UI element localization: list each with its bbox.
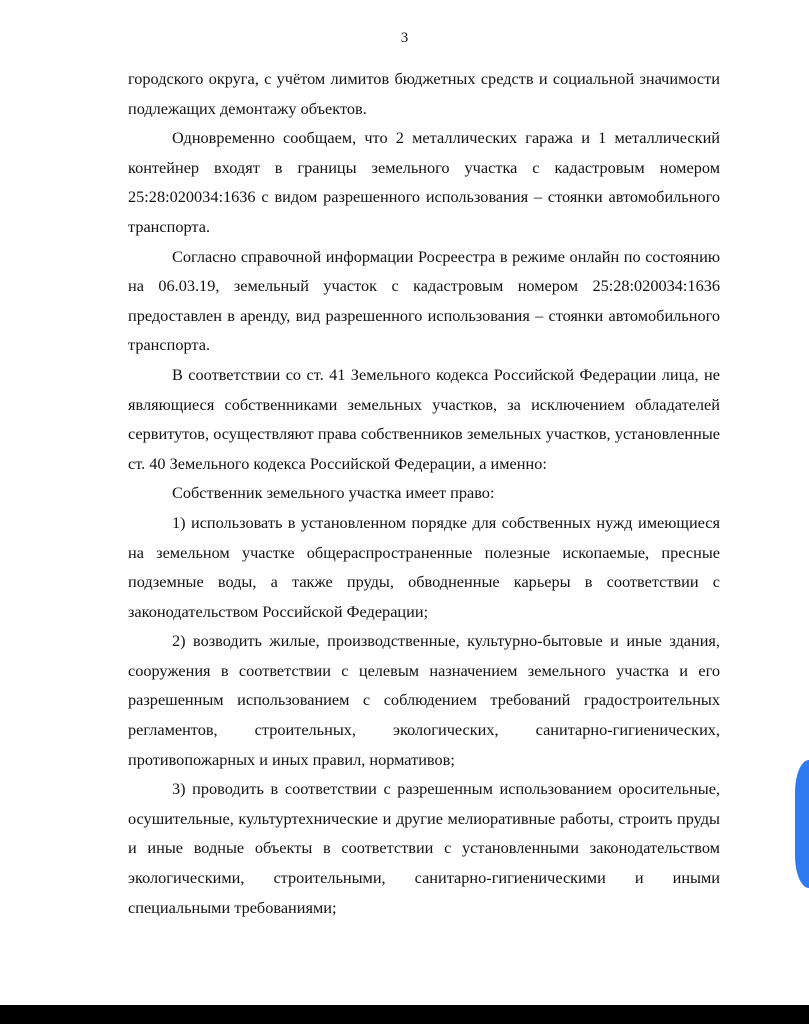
paragraph-2: Одновременно сообщаем, что 2 металлических гаража и 1 металлический контейнер входят в границы земельного участка с кадастровым номером 25:28:020034:1636 с видом разрешенного использования – стоянки автомобильного транспорта. xyxy=(128,128,720,236)
scroll-handle[interactable] xyxy=(795,760,809,888)
paragraph-1: городского округа, с учётом лимитов бюджетных средств и социальной значимости подлежащих демонтажу объектов. xyxy=(128,69,720,118)
paragraph-4: В соответствии со ст. 41 Земельного кодекса Российской Федерации лица, не являющиеся собственниками земельных участков, за исключением обладателей сервитутов, осуществляют права собственников земельных участков, установленные ст. 40 Земельного кодекса Российской Федерации, а именно: xyxy=(128,364,720,473)
document-body xyxy=(128,64,720,922)
paragraph-7: 2) возводить жилые, производственные, культурно-бытовые и иные здания, сооружения в соответствии с целевым назначением земельного участка и его разрешенным использованием с соблюдением требований градостроительных регламентов, строительных, экологических, санитарно-гигиенических, противопожарных и иных правил, нормативов; xyxy=(128,631,720,769)
paragraph-6: 1) использовать в установленном порядке для собственных нужд имеющиеся на земельном участке общераспространенные полезные ископаемые, пресные подземные воды, а также пруды, обводненные карьеры в соответствии с законодательством Российской Федерации; xyxy=(128,512,720,621)
paragraph-8: 3) проводить в соответствии с разрешенным использованием оросительные, осушительные, культуртехнические и другие мелиоративные работы, строить пруды и иные водные объекты в соответствии с установленными законодательством экологическими, строительными, санитарно-гигиеническими и иными специальными требованиями; xyxy=(128,779,720,917)
paragraph-3: Согласно справочной информации Росреестра в режиме онлайн по состоянию на 06.03.19, земельный участок с кадастровым номером 25:28:020034:1636 предоставлен в аренду, вид разрешенного использования – стоянки автомобильного транспорта. xyxy=(128,246,720,355)
page-number: 3 xyxy=(400,30,409,46)
bottom-bar xyxy=(0,1005,809,1024)
paragraph-5: Собственник земельного участка имеет право: xyxy=(172,483,495,503)
